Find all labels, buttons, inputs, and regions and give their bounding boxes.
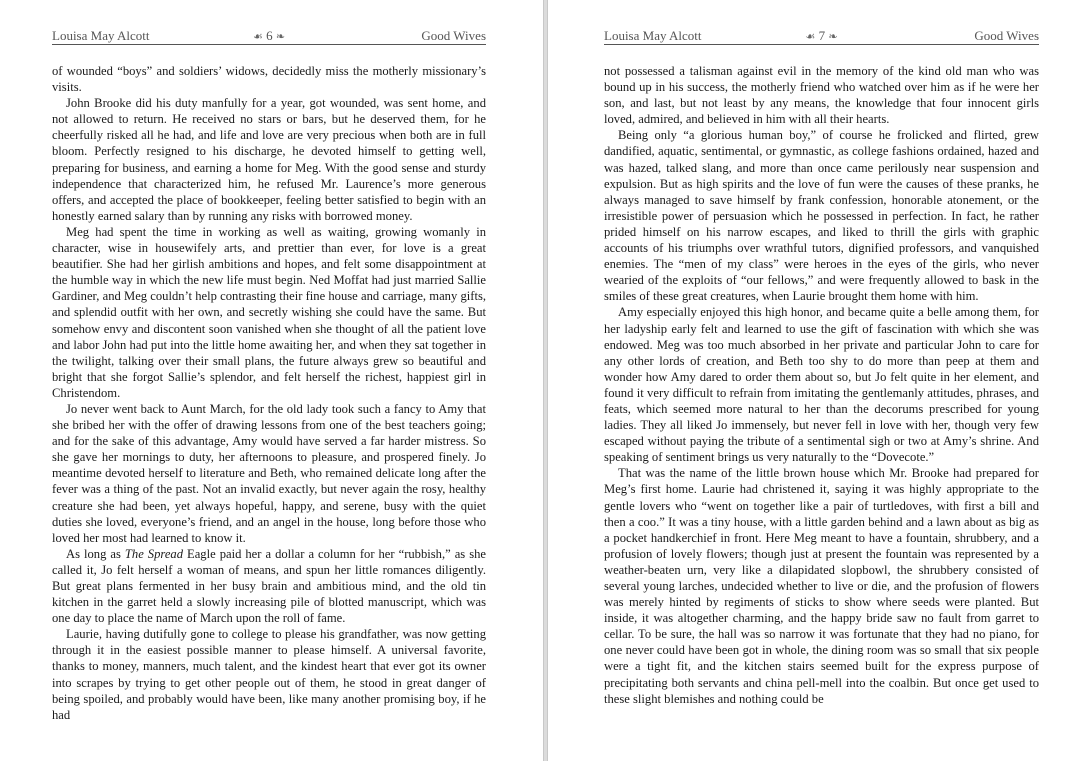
page-number-indicator xyxy=(805,28,837,44)
header-author: Louisa May Alcott xyxy=(604,28,702,43)
paragraph: Being only “a glorious human boy,” of course he frolicked and flirted, grew dandified, aquatic, sentimental, or gymnastic, as college fashions ordained, hazed and was hazed, talked slang, and more than once came perilously near suspension and expulsion. But as high spirits and the love of fun were the causes of these pranks, he always managed to save himself by frank confession, honorable atonement, or the irresistible power of persuasion which he possessed in perfection. In fact, he rather prided himself on his narrow escapes, and liked to thrill the girls with graphic accounts of his triumphs over wrathful tutors, dignified professors, and vanquished enemies. The “men of my class” were heroes in the eyes of the girls, who never wearied of the exploits of “our fellows,” and were frequently allowed to bask in the smiles of these great creatures, when Laurie brought them home with him. xyxy=(604,128,1039,304)
left-page-header xyxy=(52,28,486,45)
page-number: 6 xyxy=(266,28,273,43)
page-number-indicator xyxy=(253,28,285,44)
paragraph: of wounded “boys” and soldiers’ widows, decidedly miss the motherly missionary’s visits. xyxy=(52,64,486,95)
paragraph: Jo never went back to Aunt March, for the old lady took such a fancy to Amy that she bribed her with the offer of drawing lessons from one of the best teachers going; and for the sake of this advantage, Amy would have served a far harder mistress. So she gave her mornings to duty, her afternoons to pleasure, and prospered finely. Jo meantime devoted herself to literature and Beth, who remained delicate long after the fever was a thing of the past. Not an invalid exactly, but never again the rosy, healthy creature she had been, yet always hopeful, happy, and serene, busy with the quiet duties she loved, everyone’s friend, and an angel in the house, long before those who loved her most had learned to know it. xyxy=(52,401,486,545)
paragraph: That was the name of the little brown house which Mr. Brooke had prepared for Meg’s first home. Laurie had christened it, saying it was highly appropriate to the gentle lovers who “went on together like a pair of turtledoves, with first a bill and then a coo.” It was a tiny house, with a little garden behind and a lawn about as big as a pocket handkerchief in front. Here Meg meant to have a fountain, shrubbery, and a profusion of lovely flowers; though just at present the fountain was represented by a weather-beaten urn, very like a dilapidated slopbowl, the shrubbery consisted of several young larches, undecided whether to live or die, and the profusion of flowers was merely hinted by regiments of sticks to show where seeds were planted. But inside, it was altogether charming, and the happy bride saw no fault from garret to cellar. To be sure, the hall was so narrow it was fortunate that they had no piano, for one never could have been got in whole, the dining room was so small that six people were a tight fit, and the kitchen stairs seemed built for the express purpose of precipitating both servants and china pell-mell into the coalbin. But once get used to these slight blemishes and nothing could be xyxy=(604,466,1039,706)
page-number: 7 xyxy=(818,28,826,43)
ornament-right-icon: ❧ xyxy=(828,31,838,43)
paragraph: Amy especially enjoyed this high honor, and became quite a belle among them, for her ladyship early felt and learned to use the gift of fascination with which she was endowed. Meg was too much absorbed in her private and particular John to care for any other lords of creation, and Beth too shy to do more than peep at them and wonder how Amy dared to order them about so, but Jo felt quite in her element, and found it very difficult to refrain from imitating the gentlemanly attitudes, phrases, and feats, which seemed more natural to her than the decorums prescribed for young ladies. They all liked Jo immensely, but never fell in love with her, though very few escaped without paying the tribute of a sentimental sigh or two at Amy’s shrine. And speaking of sentiment brings us very naturally to the “Dovecote.” xyxy=(604,305,1039,465)
header-book-title: Good Wives xyxy=(421,28,486,43)
paragraph: Meg had spent the time in working as well as waiting, growing womanly in character, wise in housewifely arts, and prettier than ever, for love is a great beautifier. She had her girlish ambitions and hopes, and felt some disappointment at the humble way in which the new life must begin. Ned Moffat had just married Sallie Gardiner, and Meg couldn’t help contrasting their fine house and carriage, many gifts, and splendid outfit with her own, and secretly wishing she could have the same. But somehow envy and discontent soon vanished when she thought of all the patient love and labor John had put into the little home awaiting her, and when they sat together in the twilight, talking over their small plans, the future always grew so beautiful and bright that she forgot Sallie’s splendor, and felt herself the richest, happiest girl in Christendom. xyxy=(52,224,486,400)
ornament-left-icon: ☙ xyxy=(805,31,816,43)
paragraph-text: Eagle paid her a dollar a column for her “rubbish,” as she called it, Jo felt herself a woman of means, and spun her little romances diligently. But great plans fermented in her busy brain and ambitious mind, and the old tin kitchen in the garret held a slowly increasing pile of blotted manuscript, which was one day to place the name of March upon the roll of fame. xyxy=(52,546,486,626)
right-page xyxy=(548,0,1083,761)
paragraph: not possessed a talisman against evil in the memory of the kind old man who was bound up in his success, the motherly friend who watched over him as if he were her son, and last, but not least by any means, the knowledge that four innocent girls loved, admired, and believed in him with all their hearts. xyxy=(604,64,1039,127)
paragraph: Laurie, having dutifully gone to college to please his grandfather, was now getting through it in the easiest possible manner to please himself. A universal favorite, thanks to money, manners, much talent, and the kindest heart that ever got its owner into scrapes by trying to get other people out of them, he stood in great danger of being spoiled, and probably would have been, like many another promising boy, if he had xyxy=(52,627,486,722)
right-page-header xyxy=(604,28,1039,45)
left-page-text xyxy=(52,63,486,723)
header-book-title: Good Wives xyxy=(974,28,1039,43)
paragraph xyxy=(52,546,486,626)
header-author: Louisa May Alcott xyxy=(52,28,150,43)
ornament-right-icon: ❧ xyxy=(275,31,286,43)
right-page-text xyxy=(604,63,1039,707)
paragraph-text: As long as xyxy=(66,546,125,561)
paragraph: John Brooke did his duty manfully for a year, got wounded, was sent home, and not allowed to return. He received no stars or bars, but he deserved them, for he cheerfully risked all he had, and life and love are very precious when both are in full bloom. Perfectly resigned to his discharge, he devoted himself to getting well, preparing for business, and earning a home for Meg. With the good sense and sturdy independence that characterized him, he refused Mr. Laurence’s more generous offers, and accepted the place of bookkeeper, feeling better satisfied to begin with an honestly earned salary than by running any risks with borrowed money. xyxy=(52,96,486,223)
newspaper-title: The Spread xyxy=(124,546,184,561)
ornament-left-icon: ☙ xyxy=(252,31,263,43)
